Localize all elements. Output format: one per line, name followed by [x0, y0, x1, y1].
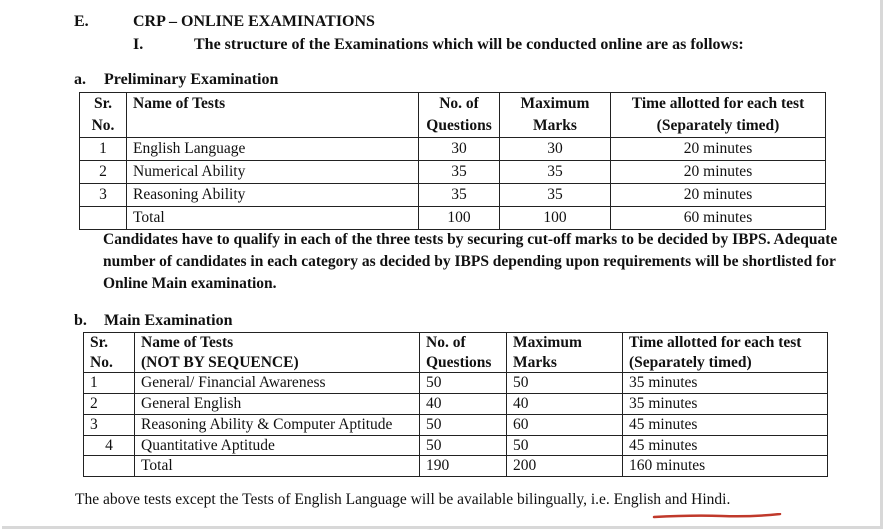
underline-stroke	[654, 514, 780, 517]
cell-sr: 4	[84, 435, 135, 456]
header-time: Time allotted for each test (Separately timed)	[611, 93, 826, 138]
cell-sr: 1	[84, 373, 135, 394]
cell-questions: 30	[419, 138, 500, 161]
cell-name: Quantitative Aptitude	[135, 435, 420, 456]
table-total-row	[84, 456, 828, 477]
cell-time: 45 minutes	[623, 435, 828, 456]
cell-name: English Language	[127, 138, 419, 161]
header-marks: Maximum Marks	[507, 333, 623, 373]
cell-questions: 50	[420, 435, 507, 456]
table-row	[84, 394, 828, 415]
cell-marks: 35	[500, 161, 611, 184]
cell-time: 45 minutes	[623, 414, 828, 435]
cell-marks: 50	[507, 435, 623, 456]
table-row	[84, 414, 828, 435]
cell-name: General/ Financial Awareness	[135, 373, 420, 394]
cell-sr: 2	[80, 161, 127, 184]
cell-sr: 3	[84, 414, 135, 435]
header-name: Name of Tests (NOT BY SEQUENCE)	[135, 333, 420, 373]
cell-marks: 30	[500, 138, 611, 161]
cell-time: 20 minutes	[611, 138, 826, 161]
cell-marks: 35	[500, 184, 611, 207]
header-sr: Sr. No.	[84, 333, 135, 373]
table-row	[84, 435, 828, 456]
table-row	[84, 373, 828, 394]
cell-total-questions: 190	[420, 456, 507, 477]
cell-total-label: Total	[135, 456, 420, 477]
subsection-title: The structure of the Examinations which will be conducted online are as follows:	[194, 36, 744, 53]
prelim-table	[79, 92, 826, 230]
cell-time: 20 minutes	[611, 184, 826, 207]
cell-name: Reasoning Ability & Computer Aptitude	[135, 414, 420, 435]
cell-total-questions: 100	[419, 207, 500, 230]
cell-sr	[80, 207, 127, 230]
handwritten-underline	[652, 513, 782, 519]
cell-marks: 40	[507, 394, 623, 415]
main-label: b.	[74, 312, 87, 329]
prelim-title: Preliminary Examination	[104, 71, 279, 88]
main-table	[83, 332, 828, 477]
cell-total-marks: 200	[507, 456, 623, 477]
cell-total-time: 160 minutes	[623, 456, 828, 477]
section-title: CRP – ONLINE EXAMINATIONS	[133, 13, 375, 30]
table-row	[80, 161, 826, 184]
cell-sr: 1	[80, 138, 127, 161]
cell-name: Reasoning Ability	[127, 184, 419, 207]
cell-sr: 2	[84, 394, 135, 415]
header-marks: Maximum Marks	[500, 93, 611, 138]
cell-total-marks: 100	[500, 207, 611, 230]
cell-questions: 50	[420, 414, 507, 435]
table-row	[80, 138, 826, 161]
subsection-number: I.	[133, 36, 144, 53]
cell-questions: 50	[420, 373, 507, 394]
header-questions: No. of Questions	[420, 333, 507, 373]
cell-time: 35 minutes	[623, 373, 828, 394]
cell-questions: 35	[419, 161, 500, 184]
table-row	[80, 184, 826, 207]
cell-sr: 3	[80, 184, 127, 207]
header-time: Time allotted for each test (Separately timed)	[623, 333, 828, 373]
prelim-label: a.	[74, 71, 86, 88]
table-header-row	[84, 333, 828, 373]
prelim-note: Candidates have to qualify in each of the three tests by securing cut-off marks to be decided by IBPS. Adequate number of candidates in each category as decided by IBPS depending upon requirements will be shortlisted for Online Main examination.	[103, 231, 838, 292]
cell-marks: 60	[507, 414, 623, 435]
cell-marks: 50	[507, 373, 623, 394]
table-header-row	[80, 93, 826, 138]
table-total-row	[80, 207, 826, 230]
header-name: Name of Tests	[127, 93, 419, 138]
cell-name: General English	[135, 394, 420, 415]
header-sr: Sr. No.	[80, 93, 127, 138]
cell-name: Numerical Ability	[127, 161, 419, 184]
cell-total-label: Total	[127, 207, 419, 230]
cell-total-time: 60 minutes	[611, 207, 826, 230]
cell-sr	[84, 456, 135, 477]
section-letter: E.	[74, 13, 89, 30]
main-title: Main Examination	[104, 312, 233, 329]
footer-note: The above tests except the Tests of English Language will be available bilingually, i.e. English and Hindi.	[75, 491, 731, 508]
cell-time: 35 minutes	[623, 394, 828, 415]
cell-time: 20 minutes	[611, 161, 826, 184]
header-questions: No. of Questions	[419, 93, 500, 138]
cell-questions: 35	[419, 184, 500, 207]
cell-questions: 40	[420, 394, 507, 415]
